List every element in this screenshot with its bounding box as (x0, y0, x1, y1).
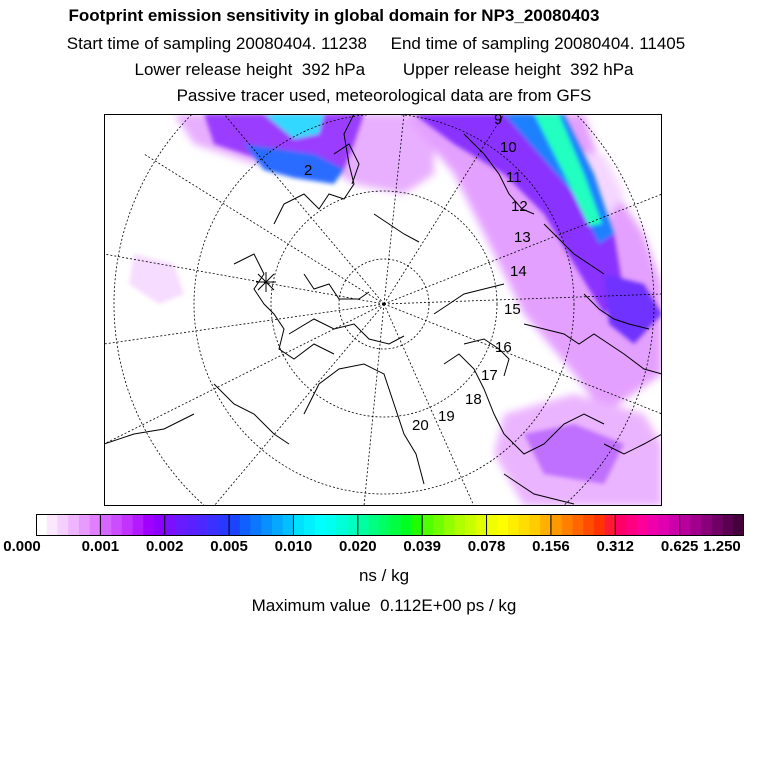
end-sampling: End time of sampling 20080404. 11405 (390, 34, 686, 53)
colorbar-swatch (90, 514, 101, 536)
colorbar-swatch (218, 514, 229, 536)
colorbar-swatch (680, 514, 691, 536)
colorbar-swatch (326, 514, 337, 536)
colorbar-tick-label: 0.001 (81, 538, 120, 555)
colorbar-swatch (658, 514, 669, 536)
colorbar-swatch (540, 514, 551, 536)
colorbar-tick-label: 0.020 (339, 538, 377, 555)
colorbar-swatch (497, 514, 508, 536)
colorbar-swatch (261, 514, 272, 536)
colorbar (36, 514, 744, 536)
colorbar-swatch (411, 514, 422, 536)
colorbar-swatch (111, 514, 122, 536)
trajectory-label: 11 (506, 169, 522, 186)
colorbar-swatch (508, 514, 519, 536)
trajectory-label: 2 (304, 162, 313, 179)
colorbar-swatch (358, 514, 369, 536)
colorbar-tick-label: 0.002 (145, 538, 184, 555)
colorbar-swatch (379, 514, 390, 536)
colorbar-swatch (583, 514, 594, 536)
colorbar-tick-label: 0.312 (596, 538, 635, 555)
trajectory-label: 16 (495, 339, 512, 356)
colorbar-tick-label: 0.156 (532, 538, 570, 555)
colorbar-swatch (476, 514, 487, 536)
colorbar-swatch (712, 514, 723, 536)
start-sampling: Start time of sampling 20080404. 11238 (66, 34, 368, 53)
colorbar-swatch (133, 514, 144, 536)
trajectory-label: 20 (412, 417, 429, 434)
release-heights (0, 60, 768, 80)
sampling-times (0, 34, 760, 54)
colorbar-tick-label: 0.625 (660, 538, 699, 555)
maximum-value: Maximum value 0.112E+00 ps / kg (251, 596, 517, 615)
colorbar-swatch (369, 514, 380, 536)
colorbar-swatch (519, 514, 530, 536)
colorbar-swatch (723, 514, 734, 536)
colorbar-swatch (572, 514, 583, 536)
colorbar-swatch (454, 514, 465, 536)
colorbar-swatch (347, 514, 358, 536)
trajectory-label: 18 (465, 391, 482, 408)
colorbar-units: ns / kg (358, 566, 410, 585)
colorbar-tick-label: 0.005 (210, 538, 248, 555)
colorbar-swatch (122, 514, 133, 536)
colorbar-swatch (208, 514, 219, 536)
trajectory-label: 15 (504, 301, 521, 318)
colorbar-swatch (283, 514, 294, 536)
tracer-note: Passive tracer used, meteorological data are from GFS (176, 86, 592, 105)
colorbar-swatch (594, 514, 605, 536)
lower-release-height: Lower release height 392 hPa (134, 60, 366, 79)
trajectory-label: 12 (511, 198, 528, 215)
colorbar-swatch (401, 514, 412, 536)
trajectory-label: 19 (438, 408, 455, 425)
colorbar-swatch (229, 514, 240, 536)
colorbar-swatch (626, 514, 637, 536)
colorbar-swatch (36, 514, 47, 536)
trajectory-label: 9 (494, 114, 503, 128)
colorbar-tick-label: 0.000 (3, 538, 41, 555)
colorbar-swatch (165, 514, 176, 536)
colorbar-ticks (0, 538, 768, 558)
colorbar-swatch (390, 514, 401, 536)
colorbar-swatch (68, 514, 79, 536)
colorbar-swatch (465, 514, 476, 536)
colorbar-tick-label: 1.250 (703, 538, 741, 555)
colorbar-swatch (444, 514, 455, 536)
colorbar-swatch (669, 514, 680, 536)
colorbar-swatch (57, 514, 68, 536)
plot-title: Footprint emission sensitivity in global domain for NP3_20080403 (68, 6, 600, 25)
colorbar-swatch (615, 514, 626, 536)
colorbar-tick-label: 0.039 (403, 538, 441, 555)
colorbar-swatch (562, 514, 573, 536)
colorbar-swatch (175, 514, 186, 536)
colorbar-swatch (100, 514, 111, 536)
colorbar-tick-label: 0.078 (467, 538, 506, 555)
colorbar-swatch (487, 514, 498, 536)
colorbar-swatch (251, 514, 262, 536)
colorbar-swatch (733, 514, 744, 536)
release-marker (256, 272, 276, 292)
trajectory-label: 17 (481, 367, 498, 384)
colorbar-swatch (701, 514, 712, 536)
colorbar-swatch (315, 514, 326, 536)
colorbar-swatch (293, 514, 304, 536)
colorbar-swatch (422, 514, 433, 536)
colorbar-swatch (433, 514, 444, 536)
trajectory-label: 10 (500, 139, 517, 156)
upper-release-height: Upper release height 392 hPa (402, 60, 634, 79)
trajectory-label: 13 (514, 229, 531, 246)
trajectory-label: 14 (510, 263, 527, 280)
colorbar-swatch (240, 514, 251, 536)
footprint-map (104, 114, 662, 506)
colorbar-swatch (647, 514, 658, 536)
colorbar-swatch (304, 514, 315, 536)
colorbar-swatch (637, 514, 648, 536)
colorbar-swatch (551, 514, 562, 536)
colorbar-swatch (79, 514, 90, 536)
colorbar-tick-label: 0.010 (274, 538, 313, 555)
colorbar-swatch (690, 514, 701, 536)
colorbar-swatch (154, 514, 165, 536)
colorbar-swatch (605, 514, 616, 536)
colorbar-swatch (529, 514, 540, 536)
colorbar-swatch (143, 514, 154, 536)
colorbar-swatch (47, 514, 58, 536)
colorbar-swatch (336, 514, 347, 536)
colorbar-swatch (197, 514, 208, 536)
colorbar-swatch (186, 514, 197, 536)
colorbar-swatch (272, 514, 283, 536)
